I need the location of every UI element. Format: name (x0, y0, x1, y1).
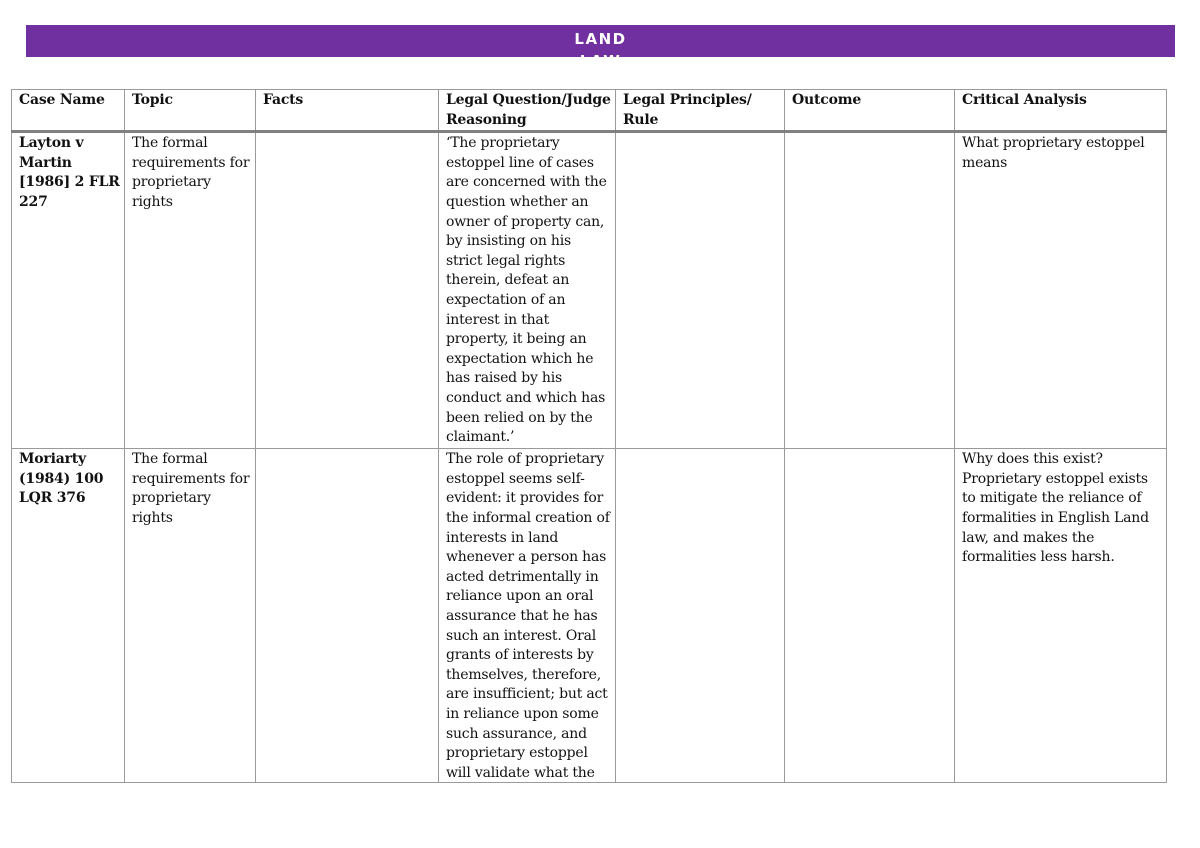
cell-outcome (785, 449, 955, 783)
cell-reasoning: ‘The proprietary estoppel line of cases are concerned with the question whether an owner of property can, by insisting on his strict legal rights therein, defeat an expectation of an interest in that property, it being an expectation which he has raised by his conduct and which has been relied on by the claimant.’ (439, 132, 616, 449)
case-table (11, 89, 1167, 783)
header-outcome: Outcome (785, 90, 955, 132)
cell-facts (256, 132, 439, 449)
table-header-row (12, 90, 1167, 132)
cell-analysis: What proprietary estoppel means (955, 132, 1167, 449)
header-topic: Topic (125, 90, 256, 132)
cell-topic: The formal requirements for proprietary rights (125, 449, 256, 783)
cell-principles (616, 132, 785, 449)
header-facts: Facts (256, 90, 439, 132)
cell-analysis: Why does this exist? Proprietary estoppel exists to mitigate the reliance of formalities in English Land law, and makes the formalities less harsh. (955, 449, 1167, 783)
banner-title: LAND (574, 30, 627, 48)
cell-case-name: Layton v Martin [1986] 2 FLR 227 (12, 132, 125, 449)
cell-reasoning (439, 449, 616, 783)
header-critical-analysis: Critical Analysis (955, 90, 1167, 132)
title-banner (26, 25, 1175, 70)
header-legal-principles: Legal Principles/ Rule (616, 90, 785, 132)
cell-principles (616, 449, 785, 783)
cell-reasoning-text: The role of proprietary estoppel seems self-evident: it provides for the informal creation of interests in land whenever a person has acted detrimentally in reliance upon an oral assurance that he has such an interest. Oral grants of interests by themselves, therefore, are insufficient; but act in reliance upon some such assurance, and proprietary estoppel will validate what the (446, 451, 610, 781)
table-row (12, 132, 1167, 449)
cell-topic: The formal requirements for proprietary rights (125, 132, 256, 449)
table-row (12, 449, 1167, 783)
header-case-name: Case Name (12, 90, 125, 132)
header-legal-question: Legal Question/Judge Reasoning (439, 90, 616, 132)
cell-facts (256, 449, 439, 783)
banner-title-overflow: LAW (579, 52, 622, 70)
cell-outcome (785, 132, 955, 449)
cell-case-name: Moriarty (1984) 100 LQR 376 (12, 449, 125, 783)
